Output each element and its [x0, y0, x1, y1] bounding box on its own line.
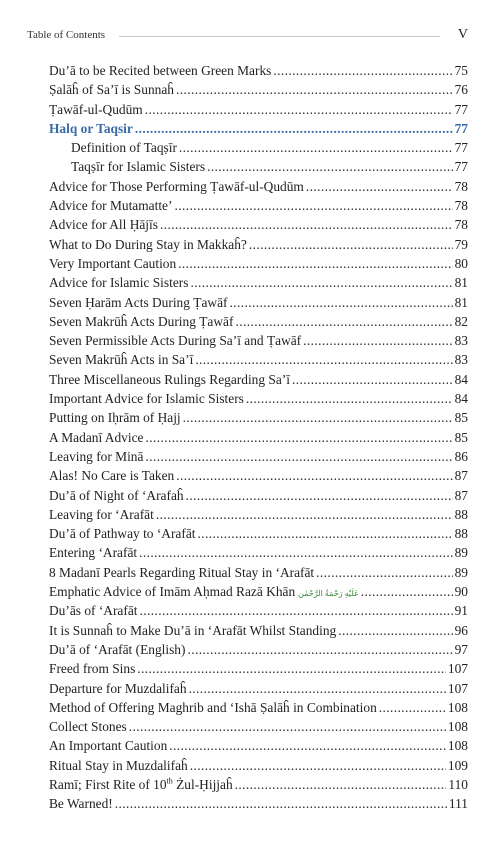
running-header: [27, 27, 470, 47]
dot-leader: [235, 312, 452, 331]
toc-entry-title: Advice for All Ḥājīs: [49, 217, 158, 233]
toc-entry-title: Du’ā to be Recited between Green Marks: [49, 63, 272, 78]
toc-entry[interactable]: [49, 505, 468, 524]
toc-entry-title: Collect Stones: [49, 719, 127, 735]
toc-entry-title: Ṭawāf-ul-Qudūm: [49, 101, 143, 117]
dot-leader: [189, 679, 446, 698]
dot-leader: [195, 350, 452, 369]
toc-entry-page: 81: [454, 275, 468, 291]
toc-entry[interactable]: [49, 215, 468, 234]
toc-entry-title: Du’ā of Night of ‘Arafaĥ: [49, 487, 184, 503]
toc-entry-title: Seven Ḥarām Acts During Ṭawāf: [49, 294, 228, 310]
toc-entry[interactable]: [49, 177, 468, 196]
toc-entry-page: 84: [454, 391, 468, 407]
toc-entry[interactable]: [49, 756, 468, 775]
toc-entry-title: Seven Makrūĥ Acts During Ṭawāf: [49, 313, 234, 329]
toc-entry-title: Three Miscellaneous Rulings Regarding Sa’ī: [49, 371, 290, 387]
dot-leader: [176, 80, 453, 99]
toc-entry-page: 108: [447, 738, 468, 754]
toc-entry-page: 87: [454, 468, 468, 484]
toc-entry-title: Putting on Iḥrām of Ḥajj: [49, 410, 181, 426]
toc-entry[interactable]: [49, 428, 468, 447]
toc-entry-title: It is Sunnaĥ to Make Du’ā in ‘Arafāt Whilst Standing: [49, 622, 337, 638]
dot-leader: [207, 157, 453, 176]
toc-entry[interactable]: [49, 235, 468, 254]
dot-leader: [160, 215, 453, 234]
dot-leader: [137, 659, 446, 678]
toc-entry-page: 110: [448, 776, 468, 792]
dot-leader: [145, 428, 452, 447]
toc-entry[interactable]: [49, 312, 468, 331]
toc-entry[interactable]: [49, 582, 468, 601]
toc-entry-page: 85: [454, 429, 468, 445]
toc-entry-title: Du’ā of ‘Arafāt (English): [49, 641, 186, 657]
dot-leader: [183, 408, 453, 427]
toc-entry[interactable]: [49, 389, 468, 408]
dot-leader: [249, 235, 453, 254]
toc-entry-page: 91: [454, 603, 468, 619]
toc-entry-title: Very Important Caution: [49, 255, 177, 271]
toc-entry-page: 80: [454, 255, 468, 271]
toc-entry-page: 107: [447, 680, 468, 696]
toc-entry-page: 89: [454, 545, 468, 561]
toc-entry[interactable]: [49, 601, 468, 620]
toc-entry[interactable]: [49, 486, 468, 505]
toc-entry-title: Leaving for Minā: [49, 448, 144, 464]
dot-leader: [176, 466, 452, 485]
dot-leader: [235, 775, 447, 794]
toc-entry-title: Advice for Those Performing Ṭawāf-ul-Qudūm: [49, 178, 304, 194]
dot-leader: [379, 698, 446, 717]
toc-entry-page: 77: [454, 159, 468, 175]
toc-entry-page: 89: [454, 564, 468, 580]
toc-entry-page: 78: [454, 198, 468, 214]
toc-entry-page: 84: [454, 371, 468, 387]
toc-entry-page: 107: [447, 661, 468, 677]
toc-entry-page: 87: [454, 487, 468, 503]
toc-entry-page: 83: [454, 352, 468, 368]
header-title: Table of Contents: [27, 29, 106, 41]
toc-entry-title: Advice for Mutamatte’: [49, 198, 173, 214]
toc-entry-title: Du’ā of Pathway to ‘Arafāt: [49, 526, 196, 542]
toc-entry-page: 79: [454, 236, 468, 252]
toc-entry-title: Important Advice for Islamic Sisters: [49, 391, 244, 407]
toc-entry-title: Leaving for ‘Arafāt: [49, 506, 154, 522]
toc-entry[interactable]: [49, 679, 468, 698]
toc-entry[interactable]: [49, 621, 468, 640]
dot-leader: [115, 794, 447, 813]
toc-entry[interactable]: [49, 736, 468, 755]
toc-entry[interactable]: [49, 408, 468, 427]
toc-entry-title: Taqṣīr for Islamic Sisters: [71, 159, 206, 175]
toc-entry-page: 111: [448, 796, 468, 812]
toc-entry-page: 90: [454, 584, 468, 600]
toc-entry-page: 108: [447, 719, 468, 735]
toc-entry[interactable]: [49, 794, 468, 813]
dot-leader: [190, 756, 446, 775]
dot-leader: [145, 100, 453, 119]
dot-leader: [174, 196, 452, 215]
toc-entry-title: Ramī; First Rite of 10th Żul-Ḥijjaĥ: [49, 776, 233, 792]
header-rule: [119, 36, 440, 37]
toc-entry[interactable]: [49, 370, 468, 389]
dot-leader: [178, 254, 452, 273]
toc-entry[interactable]: [49, 543, 468, 562]
toc-entry[interactable]: [49, 447, 468, 466]
toc-entry[interactable]: [49, 138, 468, 157]
toc-entry-title: Seven Makrūĥ Acts in Sa’ī: [49, 352, 194, 368]
toc-entry-title: Du’ās of ‘Arafāt: [49, 603, 138, 619]
toc-entry-page: 76: [454, 82, 468, 98]
toc-entry-title: Entering ‘Arafāt: [49, 545, 138, 561]
dot-leader: [246, 389, 453, 408]
toc-entry[interactable]: [49, 196, 468, 215]
toc-entry[interactable]: [49, 524, 468, 543]
toc-entry-page: 88: [454, 506, 468, 522]
toc-entry-page: 77: [454, 101, 468, 117]
toc-entry-page: 77: [454, 140, 468, 156]
dot-leader: [198, 524, 453, 543]
toc-entry-title: Seven Permissible Acts During Sa’ī and Ṭawāf: [49, 333, 302, 349]
toc-entry-title: What to Do During Stay in Makkaĥ?: [49, 236, 247, 252]
dot-leader: [306, 177, 453, 196]
toc-entry-title: Halq or Taqsir: [49, 120, 133, 136]
toc-entry-page: 88: [454, 526, 468, 542]
toc-entry[interactable]: [49, 717, 468, 736]
dot-leader: [338, 621, 452, 640]
toc-entry-title: 8 Madanī Pearls Regarding Ritual Stay in ‘Arafāt: [49, 564, 315, 580]
toc-entry[interactable]: [49, 293, 468, 312]
toc-entry-page: 78: [454, 217, 468, 233]
toc-entry-page: 97: [454, 641, 468, 657]
toc-entry[interactable]: [49, 61, 468, 80]
toc-entry-page: 82: [454, 313, 468, 329]
toc-entry[interactable]: [49, 466, 468, 485]
dot-leader: [179, 138, 453, 157]
toc-entry-page: 109: [447, 757, 468, 773]
dot-leader: [230, 293, 453, 312]
toc-entry-title: Departure for Muzdalifaĥ: [49, 680, 187, 696]
toc-entry[interactable]: [49, 563, 468, 582]
dot-leader: [190, 273, 452, 292]
toc-entry[interactable]: [49, 775, 468, 794]
toc-entry[interactable]: [49, 157, 468, 176]
toc-entry-title: Emphatic Advice of Imām Aḥmad Razā Khān عَلَيْهِ رَحْمَةُ الرَّحْمٰن: [49, 584, 359, 600]
toc-entry[interactable]: [49, 698, 468, 717]
toc-entry[interactable]: [49, 350, 468, 369]
toc-entry-page: 86: [454, 448, 468, 464]
dot-leader: [139, 601, 452, 620]
toc-entry[interactable]: [49, 119, 468, 138]
dot-leader: [156, 505, 453, 524]
dot-leader: [129, 717, 446, 736]
toc-entry[interactable]: [49, 273, 468, 292]
toc-entry-page: 78: [454, 178, 468, 194]
dot-leader: [303, 331, 452, 350]
dot-leader: [316, 563, 452, 582]
dot-leader: [187, 640, 452, 659]
toc-entry-page: 81: [454, 294, 468, 310]
dot-leader: [145, 447, 452, 466]
header-page-number: V: [457, 27, 468, 42]
dot-leader: [186, 486, 453, 505]
toc-entry-title: Advice for Islamic Sisters: [49, 275, 189, 291]
toc-entry[interactable]: [49, 331, 468, 350]
toc-entry-title: An Important Caution: [49, 738, 168, 754]
dot-leader: [135, 119, 453, 138]
toc-entry[interactable]: [49, 659, 468, 678]
table-of-contents: [49, 61, 468, 814]
toc-entry-title: Be Warned!: [49, 796, 113, 812]
toc-entry-page: 85: [454, 410, 468, 426]
dot-leader: [273, 61, 452, 80]
dot-leader: [169, 736, 446, 755]
toc-entry[interactable]: [49, 80, 468, 99]
toc-entry[interactable]: [49, 640, 468, 659]
toc-entry-title: A Madanī Advice: [49, 429, 144, 445]
toc-entry-page: 83: [454, 333, 468, 349]
toc-entry-title: Method of Offering Maghrib and ‘Ishā Ṣalāĥ in Combination: [49, 699, 377, 715]
toc-entry-title: Alas! No Care is Taken: [49, 468, 175, 484]
toc-entry[interactable]: [49, 100, 468, 119]
toc-entry-page: 75: [454, 63, 468, 78]
toc-entry-title: Definition of Taqṣīr: [71, 140, 177, 156]
toc-entry[interactable]: [49, 254, 468, 273]
toc-entry-page: 108: [447, 699, 468, 715]
toc-entry-title: Ritual Stay in Muzdalifaĥ: [49, 757, 188, 773]
dot-leader: [361, 582, 453, 601]
dot-leader: [292, 370, 453, 389]
dot-leader: [139, 543, 452, 562]
toc-entry-title: Freed from Sins: [49, 661, 136, 677]
honorific-calligraphy: عَلَيْهِ رَحْمَةُ الرَّحْمٰن: [298, 589, 359, 599]
toc-entry-page: 77: [454, 120, 468, 136]
toc-entry-title: Ṣalāĥ of Sa’ī is Sunnaĥ: [49, 82, 174, 98]
toc-entry-page: 96: [454, 622, 468, 638]
